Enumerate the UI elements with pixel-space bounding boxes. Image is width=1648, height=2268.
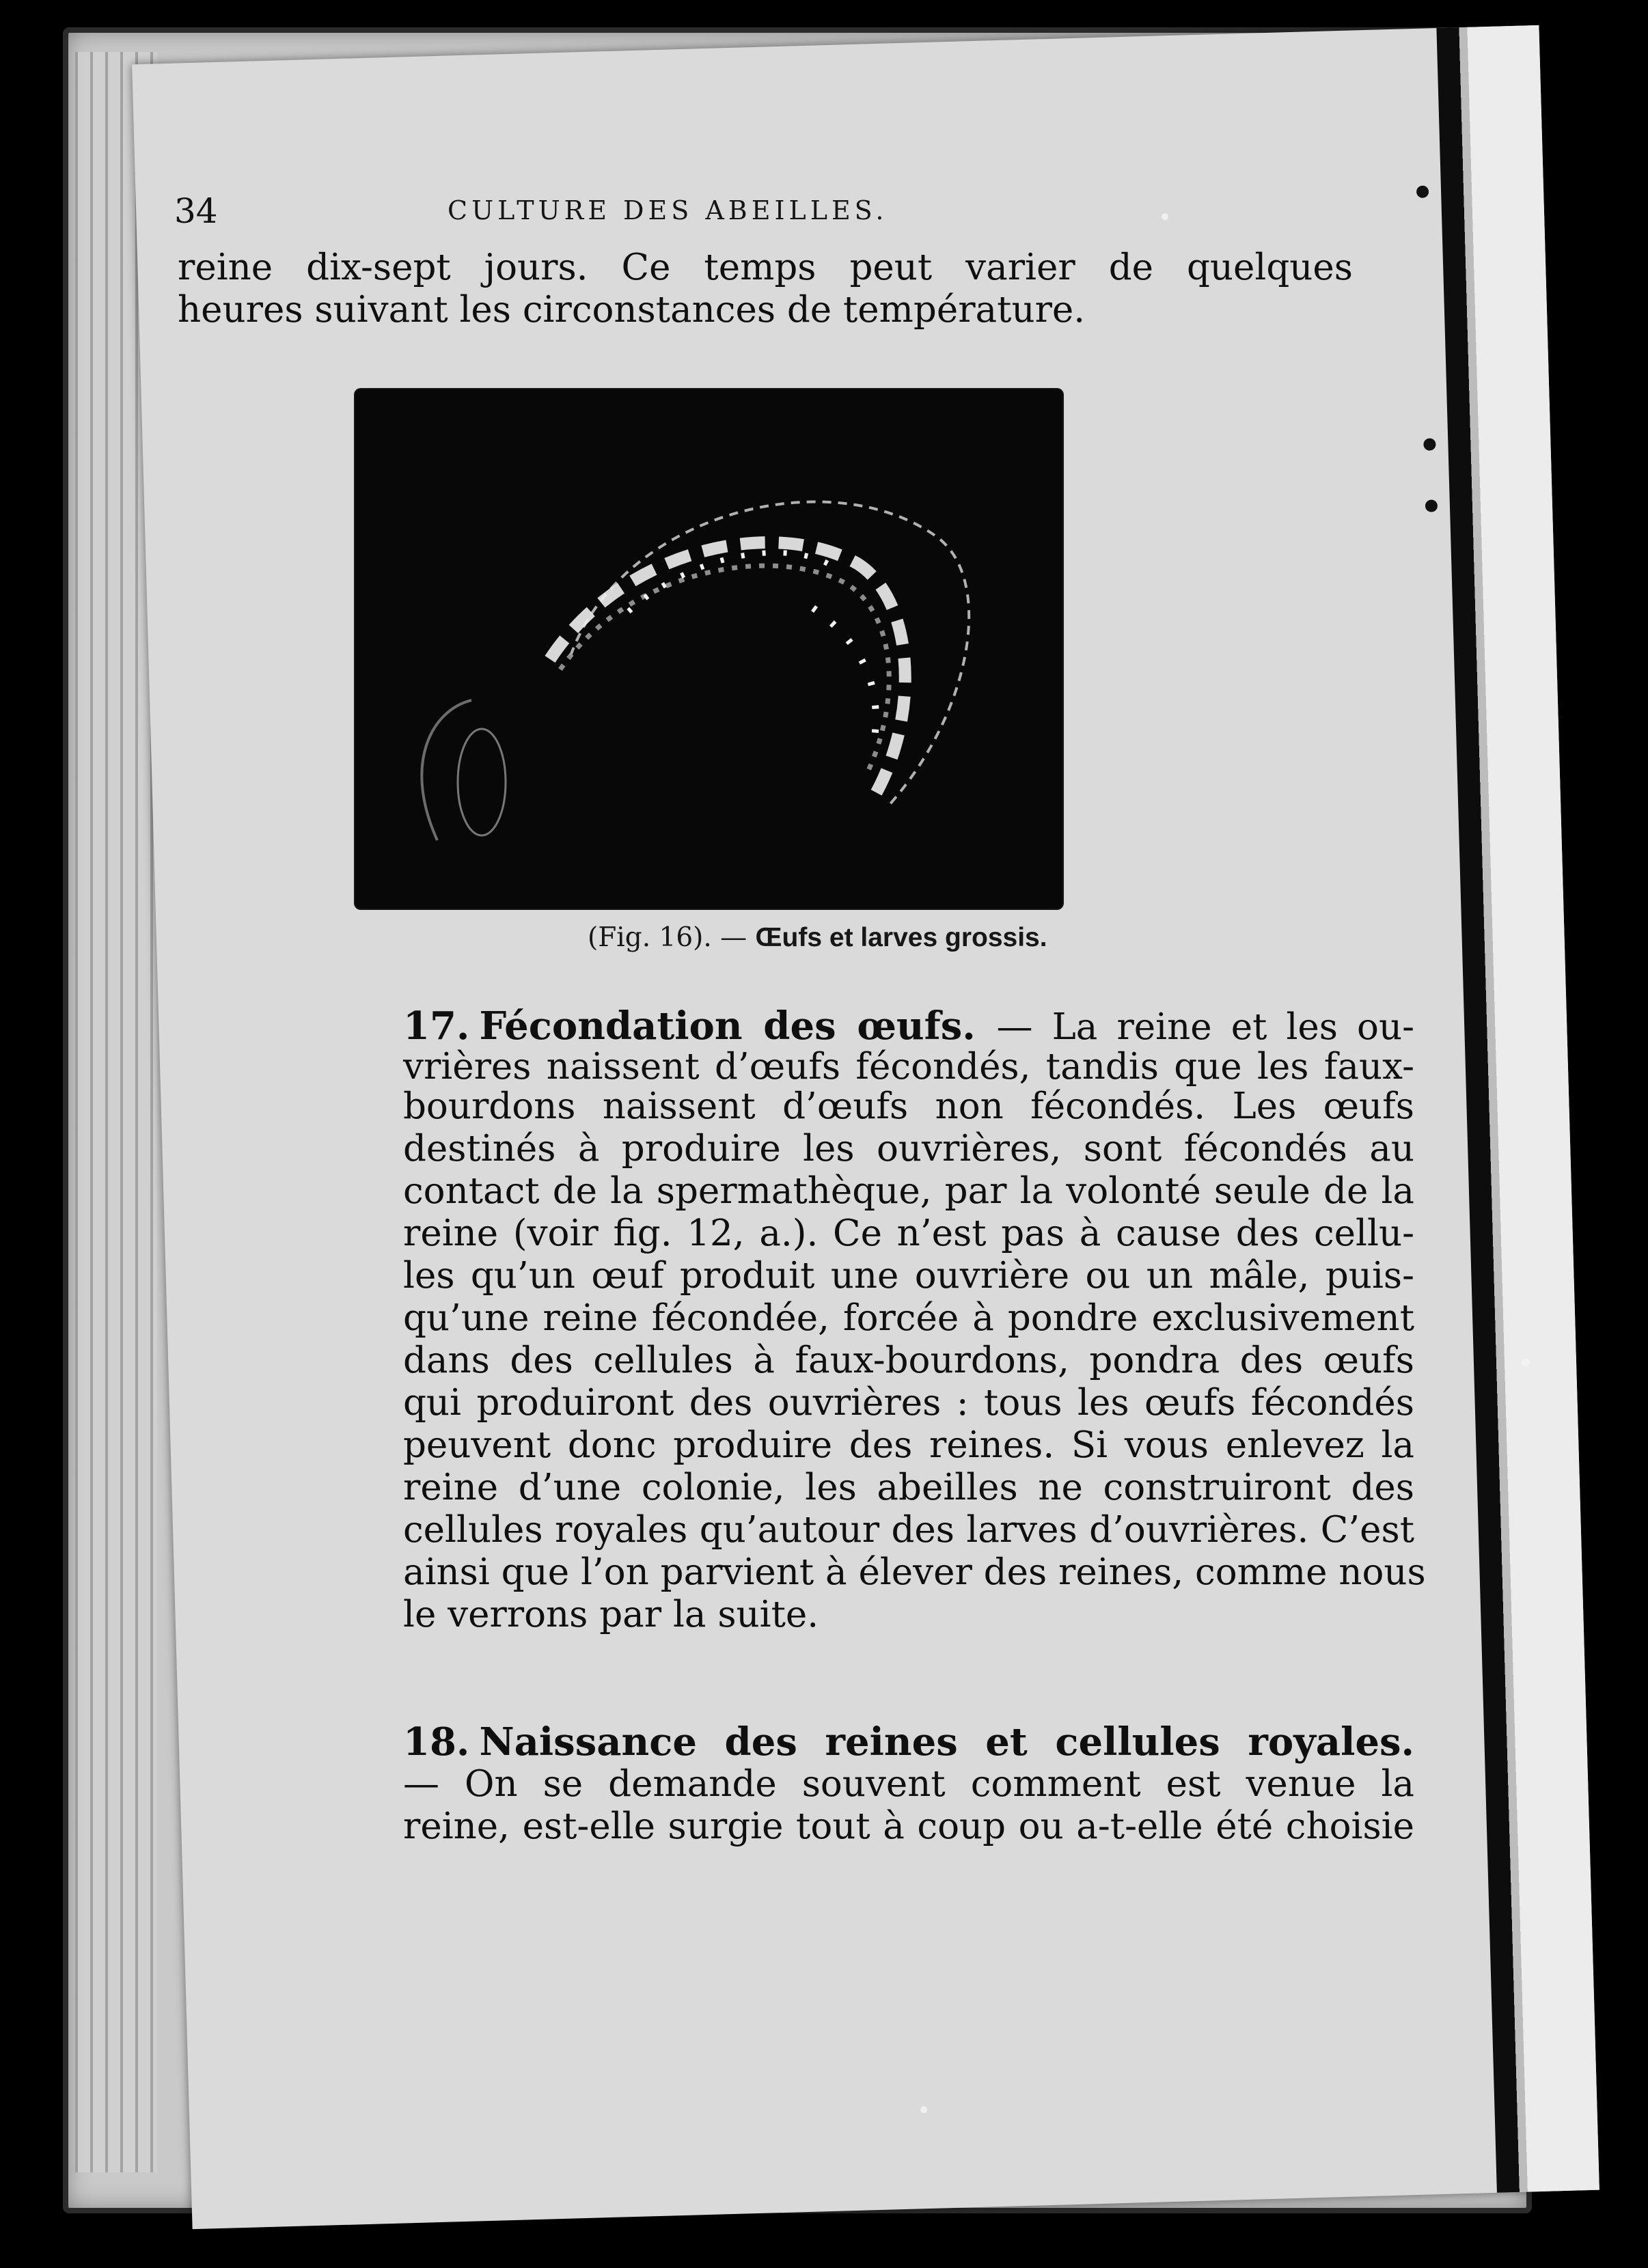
figure-caption xyxy=(588,922,1134,953)
paragraph-line: qu’une reine fécondée, forcée à pondre exclusivement xyxy=(403,1297,1414,1339)
page-edge-binding xyxy=(1436,25,1599,2193)
paragraph-line: le verrons par la suite. xyxy=(403,1594,819,1635)
section-lead-text: — La reine et les ou- xyxy=(996,1006,1415,1048)
paragraph-line: vrières naissent d’œufs fécondés, tandis que les faux- xyxy=(403,1046,1414,1088)
section-18-heading xyxy=(403,1719,1414,1765)
section-18-heading-line xyxy=(403,1720,1414,1765)
binding-mark xyxy=(1423,438,1436,450)
binding-mark xyxy=(1425,499,1438,512)
page-number: 34 xyxy=(174,191,218,231)
running-head xyxy=(174,191,1213,239)
paragraph-line: reine, est-elle surgie tout à coup ou a-t-elle été choisie xyxy=(403,1806,1414,1847)
paragraph-line: contact de la spermathèque, par la volonté seule de la xyxy=(403,1170,1414,1212)
running-title: CULTURE DES ABEILLES. xyxy=(448,195,888,225)
paragraph-line: qui produiront des ouvrières : tous les œufs fécondés xyxy=(403,1382,1414,1424)
paragraph-line: — On se demande souvent comment est venue la xyxy=(403,1763,1414,1805)
binding-mark xyxy=(1416,185,1429,197)
film-speck xyxy=(920,2106,927,2113)
paragraph-line: ainsi que l’on parvient à élever des reines, comme nous xyxy=(403,1551,1426,1593)
section-title: Naissance des reines et cellules royales. xyxy=(479,1719,1414,1765)
section-number: 17. xyxy=(403,1004,470,1049)
caption-dash: — xyxy=(711,922,756,953)
section-title: Fécondation des œufs. xyxy=(479,1004,976,1049)
paragraph-line: cellules royales qu’autour des larves d’ouvrières. C’est xyxy=(403,1509,1414,1551)
caption-text: Œufs et larves grossis. xyxy=(755,923,1047,952)
larva-illustration xyxy=(355,389,1062,909)
section-number: 18. xyxy=(403,1719,470,1765)
intro-line: reine dix-sept jours. Ce temps peut varier de quelques xyxy=(178,247,1353,288)
paragraph-line: reine d’une colonie, les abeilles ne construiront des xyxy=(403,1467,1414,1508)
paragraph-line: reine (voir fig. 12, a.). Ce n’est pas à cause des cellu- xyxy=(403,1213,1414,1254)
figure-label: (Fig. 16). xyxy=(588,922,712,953)
paragraph-line: destinés à produire les ouvrières, sont fécondés au xyxy=(403,1128,1414,1170)
paragraph-line: peuvent donc produire des reines. Si vous enlevez la xyxy=(403,1424,1414,1466)
paragraph-line: dans des cellules à faux-bourdons, pondra des œufs xyxy=(403,1340,1414,1381)
section-17-heading xyxy=(403,1004,997,1049)
intro-line: heures suivant les circonstances de température. xyxy=(178,289,1086,331)
paragraph-line: les qu’un œuf produit une ouvrière ou un mâle, puis- xyxy=(403,1255,1414,1297)
paragraph-line: bourdons naissent d’œufs non fécondés. Les œufs xyxy=(403,1085,1414,1127)
figure-larva-photo xyxy=(355,389,1062,909)
section-17-heading-line xyxy=(403,1004,1414,1049)
